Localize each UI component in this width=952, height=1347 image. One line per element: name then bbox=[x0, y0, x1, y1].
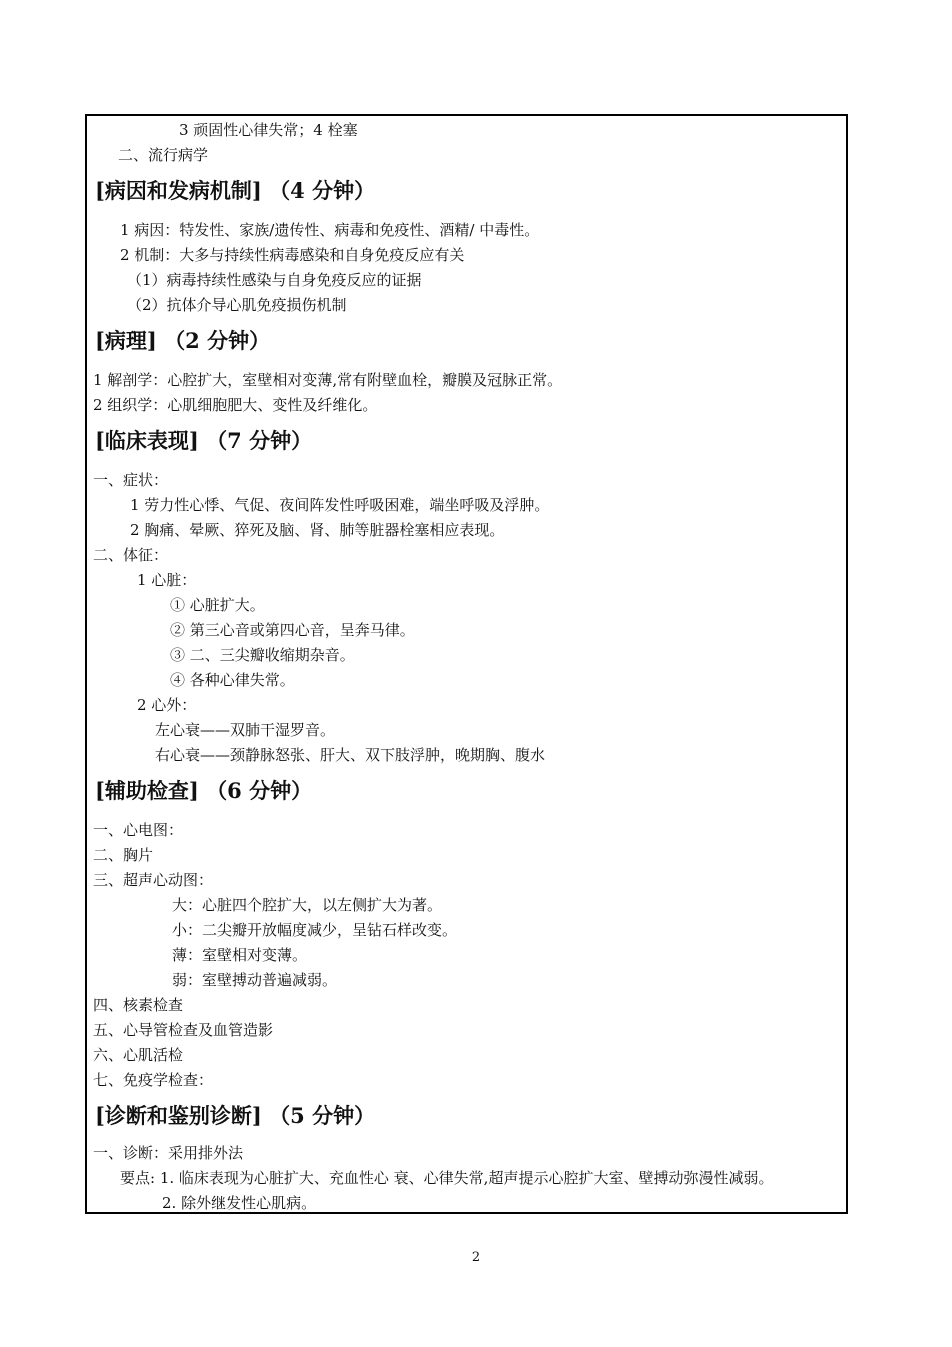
text-line: ① 心脏扩大。 bbox=[170, 596, 265, 614]
text-line: 六、心肌活检 bbox=[93, 1046, 184, 1064]
text-line: （1）病毒持续性感染与自身免疫反应的证据 bbox=[127, 271, 422, 289]
text-line: 七、免疫学检查： bbox=[93, 1071, 214, 1089]
text-line: 五、心导管检查及血管造影 bbox=[93, 1021, 274, 1039]
page-number: 2 bbox=[471, 1250, 481, 1265]
text-line: 四、核素检查 bbox=[93, 996, 184, 1014]
text-line: 一、症状： bbox=[93, 471, 169, 489]
text-line: ④ 各种心律失常。 bbox=[170, 671, 295, 689]
text-line: 2 组织学：心肌细胞肥大、变性及纤维化。 bbox=[93, 396, 378, 414]
text-line: 二、胸片 bbox=[93, 846, 154, 864]
text-line: 右心衰——颈静脉怒张、肝大、双下肢浮肿，晚期胸、腹水 bbox=[155, 746, 546, 764]
text-line: 1 心脏： bbox=[137, 571, 197, 589]
text-line: 一、诊断：采用排外法 bbox=[93, 1144, 244, 1162]
text-line: ③ 二、三尖瓣收缩期杂音。 bbox=[170, 646, 355, 664]
text-line: 小：二尖瓣开放幅度减少，呈钻石样改变。 bbox=[172, 921, 458, 939]
section-heading: [病理] （2 分钟） bbox=[95, 328, 271, 353]
text-line: 二、流行病学 bbox=[118, 146, 209, 164]
text-line: 三、超声心动图： bbox=[93, 871, 214, 889]
text-line: （2）抗体介导心肌免疫损伤机制 bbox=[127, 296, 347, 314]
text-line: 2 胸痛、晕厥、猝死及脑、肾、肺等脏器栓塞相应表现。 bbox=[130, 521, 505, 539]
text-line: 1 解剖学：心腔扩大，室壁相对变薄,常有附壁血栓，瓣膜及冠脉正常。 bbox=[93, 371, 563, 389]
text-line: 一、心电图： bbox=[93, 821, 184, 839]
text-line: 左心衰——双肺干湿罗音。 bbox=[155, 721, 336, 739]
text-line: 2. 除外继发性心肌病。 bbox=[162, 1194, 317, 1212]
section-heading: [病因和发病机制] （4 分钟） bbox=[95, 178, 376, 203]
text-line: 3 顽固性心律失常；4 栓塞 bbox=[179, 121, 358, 139]
text-line: 二、体征： bbox=[93, 546, 169, 564]
section-heading: [临床表现] （7 分钟） bbox=[95, 428, 313, 453]
text-line: ② 第三心音或第四心音，呈奔马律。 bbox=[170, 621, 415, 639]
section-heading: [辅助检查] （6 分钟） bbox=[95, 778, 313, 803]
text-line: 1 病因：特发性、家族/遗传性、病毒和免疫性、酒精/ 中毒性。 bbox=[120, 221, 540, 239]
section-heading: [诊断和鉴别诊断] （5 分钟） bbox=[95, 1103, 376, 1128]
text-line: 要点: 1. 临床表现为心脏扩大、充血性心 衰、心律失常,超声提示心腔扩大室、壁搏动弥漫性减弱。 bbox=[120, 1169, 774, 1187]
text-line: 大：心脏四个腔扩大，以左侧扩大为著。 bbox=[172, 896, 443, 914]
text-line: 弱：室壁搏动普遍减弱。 bbox=[172, 971, 338, 989]
text-line: 2 机制：大多与持续性病毒感染和自身免疫反应有关 bbox=[120, 246, 465, 264]
text-line: 1 劳力性心悸、气促、夜间阵发性呼吸困难，端坐呼吸及浮肿。 bbox=[130, 496, 550, 514]
text-line: 薄：室壁相对变薄。 bbox=[172, 946, 308, 964]
text-line: 2 心外： bbox=[137, 696, 197, 714]
